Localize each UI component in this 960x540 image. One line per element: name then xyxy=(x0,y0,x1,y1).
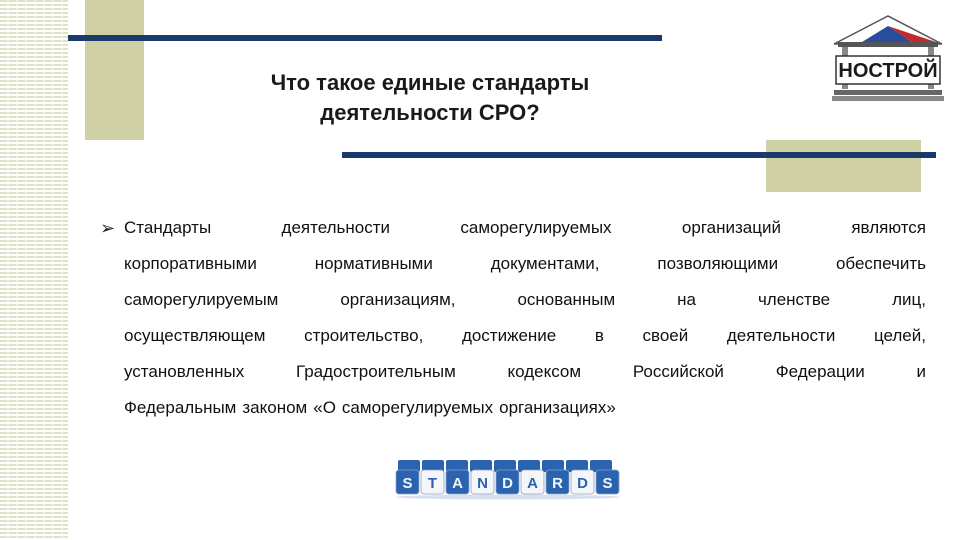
body-line-4 xyxy=(100,318,926,354)
word: членстве xyxy=(757,290,831,309)
word: законом xyxy=(242,398,308,417)
word: своей xyxy=(642,326,689,345)
word: нормативными xyxy=(314,254,433,273)
body-line-6 xyxy=(100,390,926,426)
word: Градостроительным xyxy=(295,362,456,381)
word: достижение xyxy=(461,326,557,345)
word: саморегулируемых xyxy=(341,398,494,417)
cube-letter: N xyxy=(477,475,488,492)
word: являются xyxy=(851,218,926,237)
word: и xyxy=(916,362,926,381)
cube-letter: A xyxy=(527,475,538,492)
decorative-olive-block xyxy=(85,0,144,140)
cube-letter: D xyxy=(502,475,513,492)
title-line-2: деятельности СРО? xyxy=(320,100,540,125)
body-line-5 xyxy=(100,354,926,390)
word: саморегулируемым xyxy=(124,290,279,309)
slide-title xyxy=(150,68,710,128)
word: осуществляющем xyxy=(124,326,266,345)
body-line-2 xyxy=(100,246,926,282)
cube-letter: A xyxy=(452,475,463,492)
word: организациях» xyxy=(499,398,616,417)
word: деятельности xyxy=(281,218,391,237)
word: кодексом xyxy=(507,362,582,381)
standards-cubes-image xyxy=(390,458,626,500)
cube-shadow xyxy=(396,495,620,500)
word: саморегулируемых xyxy=(460,218,612,237)
word: установленных xyxy=(124,362,245,381)
word: корпоративными xyxy=(124,254,257,273)
cube-letter: S xyxy=(402,475,413,492)
body-line-1 xyxy=(100,210,926,246)
logo-text: НОСТРОЙ xyxy=(838,60,938,82)
word: на xyxy=(677,290,696,309)
word: организаций xyxy=(681,218,781,237)
word: основанным xyxy=(517,290,616,309)
word: целей, xyxy=(873,326,926,345)
decorative-olive-block-right xyxy=(766,140,921,192)
word: Российской xyxy=(632,362,724,381)
word: Федеральным xyxy=(124,398,237,417)
bottom-rule xyxy=(342,152,936,158)
word: документами, xyxy=(490,254,600,273)
top-rule xyxy=(68,35,662,41)
word: Стандарты xyxy=(124,218,212,237)
word: обеспечить xyxy=(835,254,926,273)
cube-letter: S xyxy=(602,475,613,492)
cube-letter: D xyxy=(577,475,588,492)
body-line-3 xyxy=(100,282,926,318)
word: Федерации xyxy=(775,362,865,381)
word: строительство, xyxy=(304,326,424,345)
cube-letter: R xyxy=(552,475,563,492)
word: «О xyxy=(313,398,336,417)
nostroy-logo xyxy=(832,14,944,102)
bullet-arrow-icon: ➢ xyxy=(100,218,116,238)
word: лиц, xyxy=(892,290,926,309)
word: деятельности xyxy=(726,326,836,345)
body-text xyxy=(100,210,926,426)
word: в xyxy=(594,326,604,345)
decorative-stripe-band xyxy=(0,0,68,540)
title-line-1: Что такое единые стандарты xyxy=(270,70,590,95)
word: позволяющими xyxy=(657,254,779,273)
word: организациям, xyxy=(340,290,456,309)
cube-letter: T xyxy=(427,475,438,492)
